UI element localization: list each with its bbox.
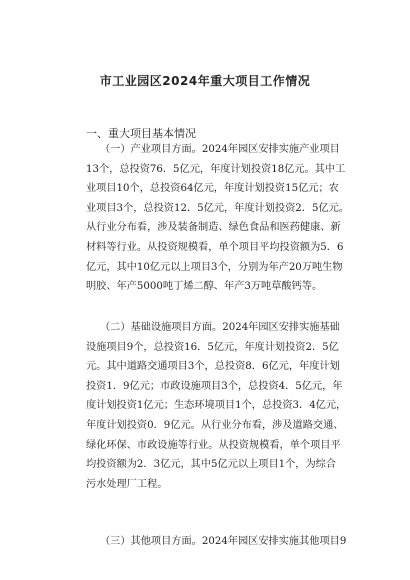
paragraph-line: 业项目3个，总投资12．5亿元，年度计划投资2．5亿元。 (86, 202, 350, 214)
paragraph-line: 投资1．9亿元；市政设施项目3个，总投资4．5亿元，年 (86, 380, 343, 392)
paragraph-line: 均投资额为2．3亿元，其中5亿元以上项目1个，为综合 (86, 459, 337, 471)
paragraph-line: （一）产业项目方面。2024年园区安排实施产业项目 (100, 144, 340, 155)
paragraph-line: 绿化环保、市政设施等行业。从投资规模看，单个项目平 (86, 439, 341, 451)
document-title: 市工业园区2024年重大项目工作情况 (99, 74, 311, 88)
paragraph-line: 污水处理厂工程。 (86, 478, 168, 490)
paragraph-infrastructure-projects (86, 318, 347, 494)
paragraph-line: 亿元，其中10亿元以上项目3个，分别为年产20万吨生物 (86, 261, 343, 273)
paragraph-line: 年度计划投资0．9亿元。从行业分布看，涉及道路交通、 (86, 419, 344, 431)
paragraph-industrial-projects (86, 140, 350, 297)
paragraph-line: 度计划投资1亿元；生态环境项目1个，总投资3．4亿元， (86, 400, 347, 412)
paragraph-line: 从行业分布看，涉及装备制造、绿色食品和医药健康、新 (86, 222, 341, 234)
paragraph-line: 元。其中道路交通项目3个，总投资8．6亿元，年度计划 (86, 361, 340, 373)
paragraph-line: 明胶、年产5000吨丁烯二醇、年产3万吨草酸钙等。 (86, 281, 323, 293)
section-heading: 一、重大项目基本情况 (86, 127, 196, 140)
paragraph-line: 材料等行业。从投资规模看，单个项目平均投资额为5．6 (86, 241, 344, 253)
paragraph-line: 13个，总投资76．5亿元，年度计划投资18亿元。其中工 (86, 163, 346, 175)
paragraph-line: 设施项目9个，总投资16．5亿元，年度计划投资2．5亿 (86, 341, 339, 353)
paragraph-line: （二）基础设施项目方面。2024年园区安排实施基础 (100, 322, 340, 333)
paragraph-line: 业项目10个，总投资64亿元，年度计划投资15亿元；农 (86, 183, 339, 195)
paragraph-line: （三）其他项目方面。2024年园区安排实施其他项目9 (100, 536, 347, 547)
paragraph-other-projects (86, 532, 347, 552)
